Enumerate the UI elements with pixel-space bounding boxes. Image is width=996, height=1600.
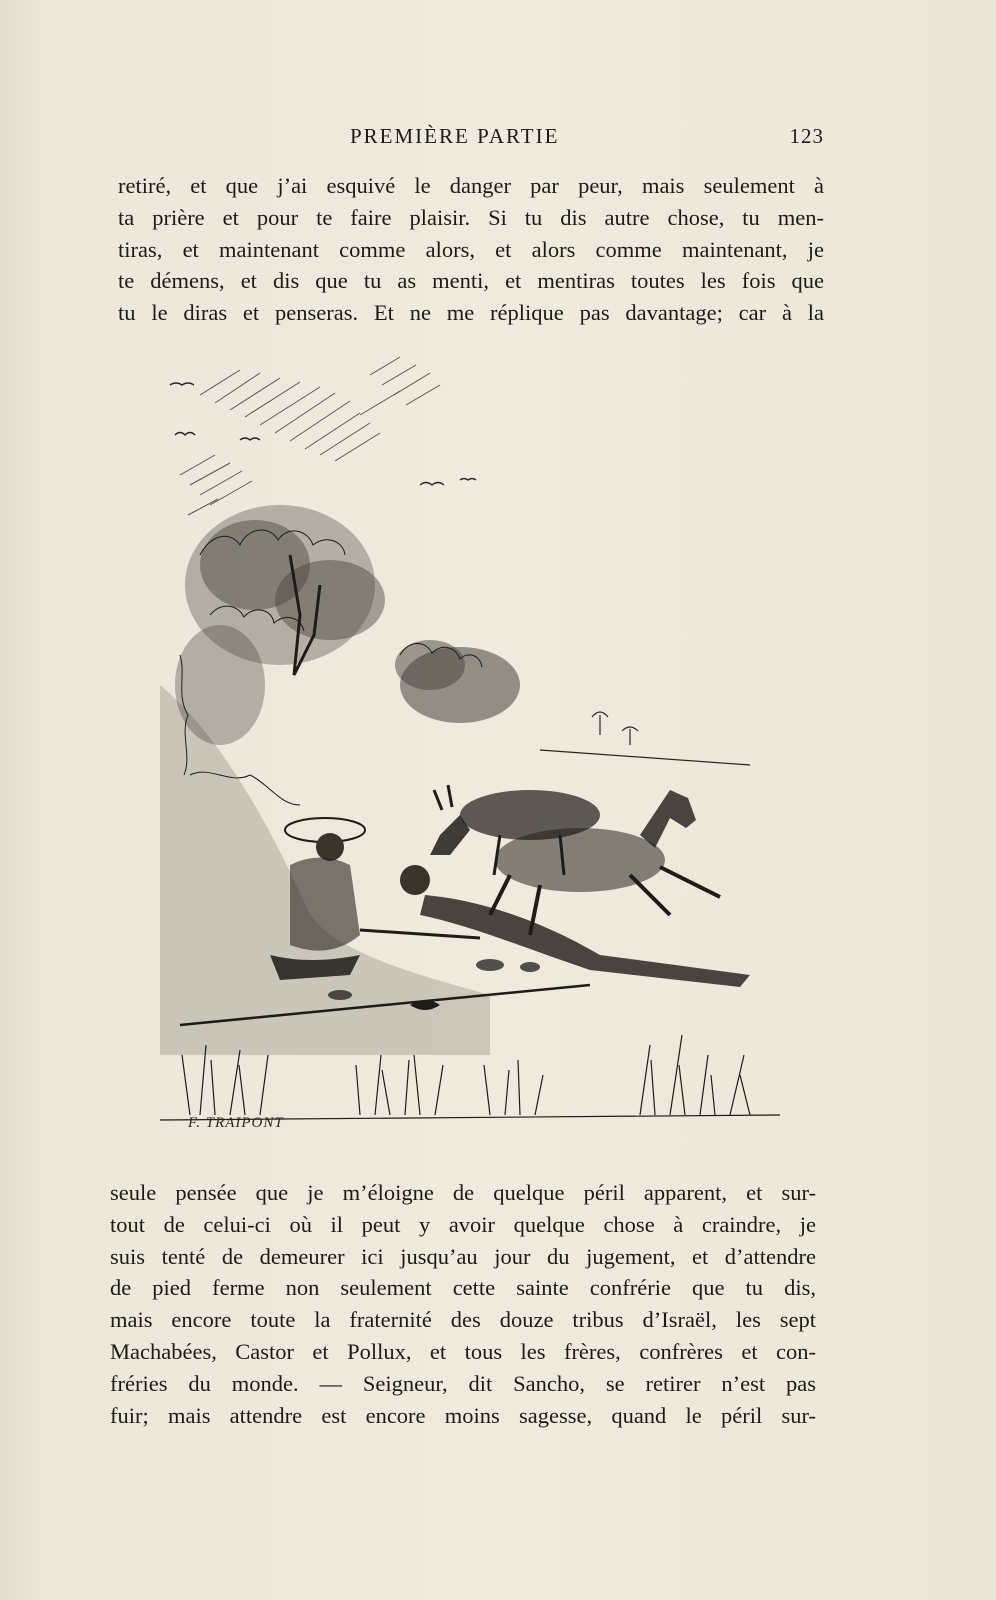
running-head [118,124,824,154]
page-number: 123 [789,124,824,148]
text-line: Machabées, Castor et Pollux, et tous les frères, confrères et con- [110,1338,816,1364]
engraving-illustration [160,355,782,1155]
sky-hatching [180,357,440,515]
text-line: suis tenté de demeurer ici jusqu’au jour du jugement, et d’attendre [110,1243,816,1269]
text-line: retiré, et que j’ai esquivé le danger par peur, mais seulement à [118,173,824,198]
running-head-title: PREMIÈRE PARTIE [350,124,560,148]
text-line: tout de celui-ci où il peut y avoir quelque chose à craindre, je [110,1211,816,1237]
text-line: tu le diras et penseras. Et ne me réplique pas davantage; car à la [118,300,824,326]
tree-foliage [175,505,520,745]
paragraph-bottom [110,1177,816,1431]
text-line: seule pensée que je m’éloigne de quelque péril apparent, et sur- [110,1180,816,1205]
text-line: fréries du monde. — Seigneur, dit Sancho, se retirer n’est pas [110,1370,816,1396]
engraving-drawing [160,355,782,1155]
artist-signature: F. TRAIPONT [188,1115,284,1131]
text-line: de pied ferme non seulement cette sainte confrérie que tu dis, [110,1275,816,1301]
text-line: te démens, et dis que tu as menti, et mentiras toutes les fois que [118,268,824,294]
text-line: ta prière et pour te faire plaisir. Si tu dis autre chose, tu men- [118,204,824,230]
text-line: tiras, et maintenant comme alors, et alors comme maintenant, je [118,236,824,262]
distant-trees [540,712,750,765]
birds [170,383,476,485]
text-line: fuir; mais attendre est encore moins sagesse, quand le péril sur- [110,1402,816,1428]
text-line: mais encore toute la fraternité des douze tribus d’Israël, les sept [110,1307,816,1333]
paragraph-top [118,170,824,329]
